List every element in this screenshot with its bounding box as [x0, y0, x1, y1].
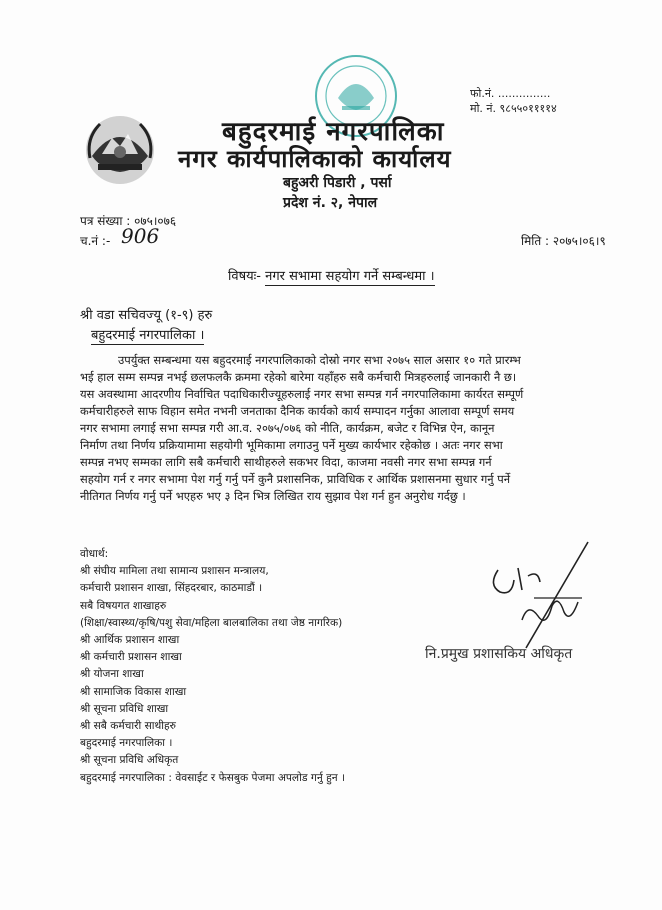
cc-item: श्री सबै कर्मचारी साथीहरु — [80, 720, 176, 733]
body-line: उपर्युक्त सम्बन्धमा यस बहुदरमाई नगरपालिकाको दोस्रो नगर सभा २०७५ साल असार १० गते प्रारम्भ — [118, 353, 521, 367]
office-subtitle: नगर कार्यपालिकाको कार्यालय — [178, 145, 452, 173]
body-line: कर्मचारीहरुले साफ विहान समेत नभनी जनताका दैनिक कार्यको कार्य सम्पादन गर्नुका आलावा सम्पूर्ण समय — [80, 404, 515, 418]
phone-number: फो.नं. ............... — [470, 87, 551, 100]
nepal-emblem-icon — [80, 108, 160, 188]
address-line-2: प्रदेश नं. २, नेपाल — [283, 195, 378, 211]
body-line: भई हाल सम्म सम्पन्न नभई छलफलकै क्रममा रहेको बारेमा यहाँहरु सबै कर्मचारी मित्रहरुलाई जानकारी नै छ। — [80, 370, 517, 384]
letter-body — [80, 352, 580, 505]
cc-item: सबै विषयगत शाखाहरु — [80, 599, 167, 612]
addressee-line-1: श्री वडा सचिवज्यू (१-९) हरु — [80, 308, 213, 323]
body-line: निर्माण तथा निर्णय प्रक्रियामामा सहयोगी भूमिकामा लगाउनु पर्ने मुख्य कार्यभार रहेकोछ । अतः नगर सभा — [80, 438, 503, 452]
body-line: सम्पन्न नभए सम्मका लागि सबै कर्मचारी साथीहरुले सकभर विदा, काजमा नवसी नगर सभा सम्पन्न गर्न — [80, 455, 492, 469]
letter-date: मिति : २०७५।०६।९ — [521, 234, 606, 248]
handwritten-signature-icon — [478, 540, 618, 650]
cc-item: (शिक्षा/स्वास्थ्य/कृषि/पशु सेवा/महिला बालबालिका तथा जेष्ठ नागरिक) — [80, 616, 343, 629]
cc-item: श्री आर्थिक प्रशासन शाखा — [80, 634, 180, 647]
cc-heading: वोधार्थ: — [80, 548, 109, 560]
chalani-number: 906 — [121, 224, 160, 248]
address-line-1: बहुअरी पिडारी , पर्सा — [283, 175, 392, 191]
body-line: नगर सभामा लगाई सभा सम्पन्न गरी आ.व. २०७५/०७६ को नीति, कार्यक्रम, बजेट र विभिन्न ऐन, कानून — [80, 421, 495, 435]
body-line: नीतिगत निर्णय गर्नु पर्ने भएहरु भए ३ दिन भित्र लिखित राय सुझाव पेश गर्न हुन अनुरोध गर्दछु । — [80, 489, 466, 503]
cc-list — [80, 546, 420, 787]
cc-item: बहुदरमाई नगरपालिका । — [80, 737, 173, 750]
mobile-number: मो. नं. ९८५५०११११४ — [470, 102, 557, 115]
subject-text: नगर सभामा सहयोग गर्ने सम्बन्धमा । — [265, 269, 435, 284]
cc-item: कर्मचारी प्रशासन शाखा, सिंहदरबार, काठमाडौं । — [80, 582, 263, 595]
addressee-line-2: बहुदरमाई नगरपालिका । — [91, 325, 204, 345]
patra-sankhya: पत्र संख्या : ०७५।०७६ — [80, 214, 177, 228]
cc-item: श्री कर्मचारी प्रशासन शाखा — [80, 651, 182, 664]
cc-item: श्री संघीय मामिला तथा सामान्य प्रशासन मन्त्रालय, — [80, 565, 269, 578]
subject-line — [228, 266, 435, 284]
office-name: बहुदरमाई नगरपालिका — [222, 117, 445, 147]
cc-item: श्री सूचना प्रविधि शाखा — [80, 702, 169, 715]
chalani-label: च.नं :- — [80, 234, 111, 248]
signatory-title: नि.प्रमुख प्रशासकिय अधिकृत — [425, 646, 573, 662]
cc-item: श्री सामाजिक विकास शाखा — [80, 685, 187, 698]
cc-item: श्री योजना शाखा — [80, 668, 144, 681]
subject-label: विषयः- — [228, 269, 261, 284]
cc-item: बहुदरमाई नगरपालिका : वेवसाईट र फेसबुक पेजमा अपलोड गर्नु हुन । — [80, 771, 345, 784]
body-line: सहयोग गर्न र नगर सभामा पेश गर्नु गर्नु पर्ने कुनै प्रशासनिक, प्राविधिक र आर्थिक प्रशासनमा सुधार गर्नु पर्ने — [80, 472, 511, 486]
cc-item: श्री सूचना प्रविधि अधिकृत — [80, 754, 179, 767]
body-line: यस अवस्थामा आदरणीय निर्वाचित पदाधिकारीज्यूहरुलाई नगर सभा सम्पन्न गर्न नगरपालिकामा कार्यरत सम्पूर्ण — [80, 387, 524, 401]
